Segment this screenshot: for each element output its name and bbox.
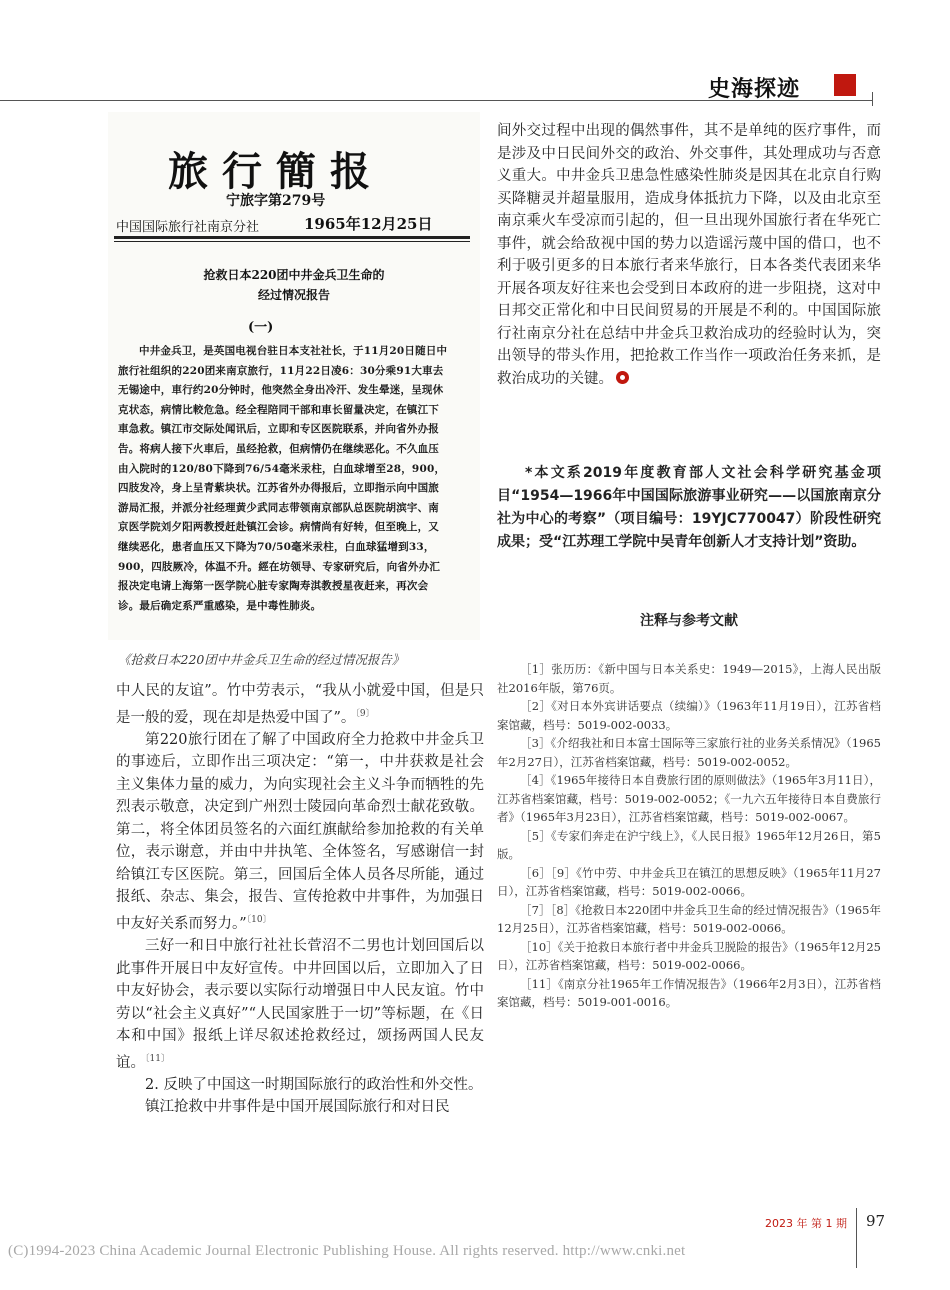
- page-number: 97: [866, 1212, 886, 1230]
- right-column: [497, 120, 881, 390]
- issuer-name: 中国国际旅行社南京分社: [116, 220, 260, 235]
- paragraph: 镇江抢救中井事件是中国开展国际旅行和对日民: [145, 1099, 450, 1116]
- references-list: [497, 660, 881, 1012]
- funding-note: *本文系2019年度教育部人文社会科学研究基金项目“1954—1966年中国国际旅游事业研究——以国旅南京分社为中心的考察”（项目编号：19YJC770047）阶段性研究成果；受“江苏理工学院中吴青年创新人才支持计划”资助。: [497, 465, 881, 550]
- document-number: 宁旅字第279号: [226, 193, 326, 209]
- paragraph: 中人民的友谊”。竹中劳表示，“我从小就爱中国，但是只是一般的爱，现在却是热爱中国了”。$^{〔9〕}$: [116, 683, 484, 726]
- citation-ref: 〔11〕: [145, 1053, 170, 1064]
- reference-item: ［1］张历历：《新中国与日本关系史：1949—2015》，上海人民出版社2016年版，第76页。: [497, 662, 881, 695]
- issue-label: 2023 年 第 1 期: [765, 1217, 847, 1230]
- report-title-line1: 抢救日本220团中井金兵卫生命的: [203, 268, 385, 282]
- copyright-watermark: (C)1994-2023 China Academic Journal Electronic Publishing House. All rights reserved. http://www.cnki.net: [8, 1243, 686, 1259]
- end-of-article-icon: [616, 371, 629, 384]
- reference-item: ［2］《对日本外宾讲话要点（续编）》（1963年11月19日），江苏省档案馆藏，档号：5019-002-0033。: [497, 699, 881, 732]
- paragraph: 第220旅行团在了解了中国政府全力抢救中井金兵卫的事迹后，立即作出三项决定：“第一，中井获救是社会主义集体力量的威力，为向实现社会主义斗争而牺牲的先烈表示敬意，决定到广州烈士陵园向革命烈士献花致敬。第二，将全体团员签名的六面红旗献给参加抢救的有关单位，表示谢意，并由中井执笔、全体签名，写感谢信一封给镇江专区医院。第三，回国后全体人员各尽所能，通过报纸、杂志、集会，报告、宣传抢救中井事件，为加强日中友好关系而努力。”$^{〔10〕}$: [116, 731, 484, 932]
- subheading: 2. 反映了中国这一时期国际旅行的政治性和外交性。: [145, 1076, 483, 1093]
- reference-item: ［7］［8］《抢救日本220团中井金兵卫生命的经过情况报告》（1965年12月25日），江苏省档案馆藏，档号：5019-002-0066。: [497, 902, 881, 935]
- reference-item: ［6］［9］《竹中劳、中井金兵卫在镇江的思想反映》（1965年11月27日），江苏省档案馆藏，档号：5019-002-0066。: [497, 865, 881, 898]
- reference-item: ［10］《关于抢救日本旅行者中井金兵卫脱险的报告》（1965年12月25日），江苏省档案馆藏，档号：5019-002-0066。: [497, 939, 881, 972]
- paragraph: 三好一和日中旅行社社长菅沼不二男也计划回国后以此事件开展日中友好宣传。中井回国以后，立即加入了日中友好协会，表示要以实际行动增强日中人民友谊。竹中劳以“社会主义真好”“人民国家胜于一切”等标题，在《日本和中国》报纸上详尽叙述抢救经过，颂扬两国人民友谊。$^{〔11〕}$: [116, 938, 484, 1071]
- reference-item: ［4］《1965年接待日本自费旅行团的原则做法》（1965年3月11日），江苏省档案馆藏，档号：5019-002-0052；《一九六五年接待日本自费旅行者》（1965年3月23日），江苏省档案馆藏，档号：5019-002-0067。: [497, 773, 881, 824]
- reference-item: ［3］《介绍我社和日本富士国际等三家旅行社的业务关系情况》（1965年2月27日），江苏省档案馆藏，档号：5019-002-0052。: [497, 736, 881, 769]
- citation-ref: 〔10〕: [246, 914, 272, 925]
- scanned-document-image: [108, 112, 480, 640]
- part-label: (一): [248, 320, 274, 335]
- document-date: 1965年12月25日: [304, 215, 433, 233]
- scanned-body-text: 中井金兵卫，是英国电视台驻日本支社社长，于11月20日随日中旅行社组织的220团来南京旅行，11月22日凌6：30分乘91大車去无锡途中，車行约20分钟时，他突然全身出冷汗、发生晕迷，呈现休克状态，病情比較危急。经全程陪同干部和車长留量决定，在镇江下車急救。镇江市交际处闻讯后，立即和专区医院联系，并向省外办报告。将病人接下火車后，虽经抢救，但病情仍在继续恶化。不久血压由入院时的120/80下降到76/54毫米汞柱，白血球增至28，900，四肢发冷，身上呈青紫块状。江苏省外办得报后，立即指示向中国旅游局汇报，并派分社经理黄少武同志带领南京部队总医院胡滨宇、南京医学院刘夕阳两教授赶赴镇江会诊。病情尚有好转，但至晚上，又继续恶化，患者血压又下降为70/50毫米汞柱，白血球猛增到33，900，四肢厥冷，体温不升。經在坊领导、专家研究后，向省外办汇报决定电请上海第一医学院心脏专家陶寿淇教授星夜赶来，再次会诊。最后确定系严重感染，是中毒性肺炎。: [118, 345, 448, 612]
- reference-item: ［11］《南京分社1965年工作情况报告》（1966年2月3日），江苏省档案馆藏，档号：5019-001-0016。: [497, 976, 881, 1009]
- report-title-line2: 经过情况报告: [257, 288, 330, 302]
- double-rule-bottom: [114, 241, 470, 242]
- figure-caption: 《抢救日本220团中井金兵卫生命的经过情况报告》: [118, 652, 405, 667]
- footer-rule: [856, 1208, 857, 1268]
- section-marker-square: [834, 74, 856, 96]
- bulletin-title: 旅行簡报: [168, 148, 384, 195]
- double-rule-top: [114, 236, 470, 239]
- references-title: 注释与参考文献: [640, 613, 738, 629]
- reference-item: ［5］《专家们奔走在沪宁线上》，《人民日报》1965年12月26日，第5版。: [497, 828, 881, 861]
- section-title: 史海探迹: [708, 76, 801, 102]
- citation-ref: 〔9〕: [355, 708, 375, 719]
- left-column: [116, 680, 484, 1119]
- header-tick: [872, 92, 873, 106]
- paragraph: 间外交过程中出现的偶然事件，其不是单纯的医疗事件，而是涉及中日民间外交的政治、外交事件，其处理成功与否意义重大。中井金兵卫患急性感染性肺炎是因其在北京自行购买降糖灵并超量服用，造成身体抵抗力下降，以及由北京至南京乘火车受凉而引起的，但一旦出现外国旅行者在华死亡事件，就会给敌视中国的势力以造谣污蔑中国的借口，也不利于吸引更多的日本旅行者来华旅行，日本各类代表团来华开展各项友好往来也会受到日本政府的进一步阻挠，这对中日邦交正常化和中日民间贸易的开展是不利的。中国国际旅行社南京分社在总结中井金兵卫救治成功的经验时认为，突出领导的带头作用，把抢救工作当作一项政治任务来抓，是救治成功的关键。: [497, 123, 881, 387]
